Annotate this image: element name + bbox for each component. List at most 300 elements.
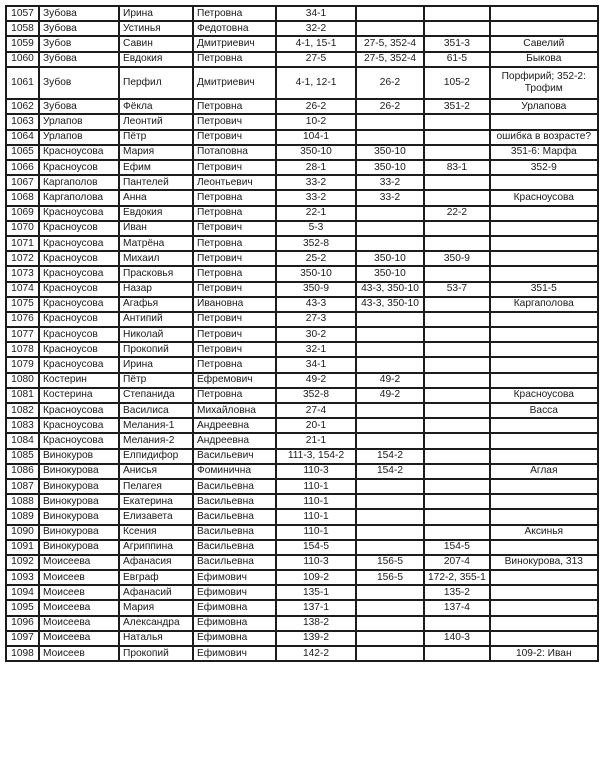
surname-cell: Моисеева	[39, 616, 119, 631]
first-name-cell: Екатерина	[119, 494, 193, 509]
patronymic-cell: Дмитриевич	[193, 36, 276, 51]
patronymic-cell: Васильевна	[193, 479, 276, 494]
patronymic-cell: Петровна	[193, 266, 276, 281]
table-row	[6, 616, 598, 631]
table-row	[6, 555, 598, 570]
first-name-cell: Евграф	[119, 570, 193, 585]
note-cell: 351-5	[490, 282, 598, 297]
reference-2-cell: 27-5, 352-4	[356, 36, 424, 51]
reference-1-cell: 350-10	[276, 145, 356, 160]
surname-cell: Винокурова	[39, 464, 119, 479]
reference-1-cell: 27-3	[276, 312, 356, 327]
reference-3-cell: 135-2	[424, 585, 490, 600]
reference-1-cell: 27-5	[276, 52, 356, 67]
reference-3-cell	[424, 6, 490, 21]
table-row	[6, 130, 598, 145]
table-row	[6, 99, 598, 114]
note-cell: Урлапова	[490, 99, 598, 114]
table-row	[6, 6, 598, 21]
note-cell	[490, 357, 598, 372]
note-cell	[490, 6, 598, 21]
first-name-cell: Назар	[119, 282, 193, 297]
table-row	[6, 418, 598, 433]
reference-2-cell	[356, 327, 424, 342]
note-cell	[490, 342, 598, 357]
table-row	[6, 403, 598, 418]
person-id-cell: 1090	[6, 525, 39, 540]
reference-3-cell	[424, 327, 490, 342]
note-cell: Порфирий; 352-2: Трофим	[490, 67, 598, 100]
table-row	[6, 52, 598, 67]
table-row	[6, 449, 598, 464]
reference-2-cell	[356, 357, 424, 372]
person-id-cell: 1071	[6, 236, 39, 251]
table-row	[6, 373, 598, 388]
note-cell: Винокурова, 313	[490, 555, 598, 570]
person-id-cell: 1096	[6, 616, 39, 631]
person-id-cell: 1082	[6, 403, 39, 418]
person-id-cell: 1073	[6, 266, 39, 281]
surname-cell: Зубова	[39, 21, 119, 36]
surname-cell: Винокурова	[39, 479, 119, 494]
surname-cell: Зубова	[39, 52, 119, 67]
person-id-cell: 1065	[6, 145, 39, 160]
reference-2-cell	[356, 631, 424, 646]
patronymic-cell: Васильевна	[193, 540, 276, 555]
reference-2-cell: 154-2	[356, 464, 424, 479]
person-id-cell: 1064	[6, 130, 39, 145]
surname-cell: Красноусова	[39, 266, 119, 281]
patronymic-cell: Ефимовна	[193, 600, 276, 615]
first-name-cell: Евдокия	[119, 52, 193, 67]
first-name-cell: Устинья	[119, 21, 193, 36]
reference-1-cell: 34-1	[276, 6, 356, 21]
person-id-cell: 1069	[6, 206, 39, 221]
reference-1-cell: 43-3	[276, 297, 356, 312]
reference-3-cell	[424, 357, 490, 372]
table-row	[6, 114, 598, 129]
first-name-cell: Мария	[119, 145, 193, 160]
person-id-cell: 1067	[6, 175, 39, 190]
reference-1-cell: 139-2	[276, 631, 356, 646]
reference-3-cell: 53-7	[424, 282, 490, 297]
first-name-cell: Мария	[119, 600, 193, 615]
first-name-cell: Иван	[119, 221, 193, 236]
note-cell	[490, 327, 598, 342]
note-cell	[490, 175, 598, 190]
reference-2-cell	[356, 418, 424, 433]
note-cell	[490, 631, 598, 646]
first-name-cell: Евдокия	[119, 206, 193, 221]
reference-1-cell: 350-10	[276, 266, 356, 281]
reference-2-cell	[356, 130, 424, 145]
table-row	[6, 175, 598, 190]
reference-2-cell	[356, 114, 424, 129]
reference-1-cell: 104-1	[276, 130, 356, 145]
patronymic-cell: Васильевна	[193, 555, 276, 570]
reference-3-cell: 22-2	[424, 206, 490, 221]
reference-1-cell: 138-2	[276, 616, 356, 631]
reference-3-cell	[424, 21, 490, 36]
person-id-cell: 1093	[6, 570, 39, 585]
note-cell: Аксинья	[490, 525, 598, 540]
person-id-cell: 1063	[6, 114, 39, 129]
surname-cell: Моисеева	[39, 631, 119, 646]
reference-1-cell: 111-3, 154-2	[276, 449, 356, 464]
person-id-cell: 1072	[6, 251, 39, 266]
first-name-cell: Елизавета	[119, 509, 193, 524]
reference-2-cell	[356, 221, 424, 236]
reference-2-cell	[356, 509, 424, 524]
reference-1-cell: 32-2	[276, 21, 356, 36]
patronymic-cell: Петрович	[193, 327, 276, 342]
person-id-cell: 1095	[6, 600, 39, 615]
reference-3-cell	[424, 297, 490, 312]
surname-cell: Красноусов	[39, 282, 119, 297]
patronymic-cell: Дмитриевич	[193, 67, 276, 100]
table-row	[6, 525, 598, 540]
reference-1-cell: 154-5	[276, 540, 356, 555]
reference-2-cell: 26-2	[356, 99, 424, 114]
reference-3-cell	[424, 433, 490, 448]
patronymic-cell: Петровна	[193, 52, 276, 67]
first-name-cell: Пётр	[119, 130, 193, 145]
reference-1-cell: 32-1	[276, 342, 356, 357]
first-name-cell: Мелания-2	[119, 433, 193, 448]
reference-3-cell: 207-4	[424, 555, 490, 570]
reference-1-cell: 4-1, 15-1	[276, 36, 356, 51]
surname-cell: Каргаполов	[39, 175, 119, 190]
reference-2-cell	[356, 646, 424, 661]
reference-1-cell: 4-1, 12-1	[276, 67, 356, 100]
reference-3-cell: 351-2	[424, 99, 490, 114]
genealogy-table-container	[5, 5, 599, 662]
patronymic-cell: Ефимович	[193, 646, 276, 661]
surname-cell: Винокурова	[39, 525, 119, 540]
reference-2-cell	[356, 479, 424, 494]
surname-cell: Костерина	[39, 388, 119, 403]
reference-2-cell: 156-5	[356, 555, 424, 570]
first-name-cell: Анна	[119, 190, 193, 205]
table-row	[6, 342, 598, 357]
person-id-cell: 1080	[6, 373, 39, 388]
reference-2-cell	[356, 21, 424, 36]
reference-3-cell	[424, 145, 490, 160]
note-cell	[490, 479, 598, 494]
surname-cell: Красноусова	[39, 433, 119, 448]
first-name-cell: Михаил	[119, 251, 193, 266]
note-cell	[490, 21, 598, 36]
reference-2-cell: 26-2	[356, 67, 424, 100]
reference-1-cell: 110-3	[276, 555, 356, 570]
person-id-cell: 1088	[6, 494, 39, 509]
table-row	[6, 21, 598, 36]
reference-3-cell: 154-5	[424, 540, 490, 555]
note-cell: 351-6: Марфа	[490, 145, 598, 160]
reference-3-cell	[424, 266, 490, 281]
person-id-cell: 1079	[6, 357, 39, 372]
note-cell: Красноусова	[490, 190, 598, 205]
note-cell	[490, 114, 598, 129]
first-name-cell: Ксения	[119, 525, 193, 540]
first-name-cell: Ирина	[119, 6, 193, 21]
reference-3-cell: 172-2, 355-1	[424, 570, 490, 585]
reference-3-cell: 350-9	[424, 251, 490, 266]
patronymic-cell: Петровна	[193, 206, 276, 221]
surname-cell: Красноусова	[39, 418, 119, 433]
reference-2-cell: 156-5	[356, 570, 424, 585]
reference-2-cell: 33-2	[356, 175, 424, 190]
note-cell: ошибка в возрасте?	[490, 130, 598, 145]
person-id-cell: 1075	[6, 297, 39, 312]
patronymic-cell: Федотовна	[193, 21, 276, 36]
patronymic-cell: Петрович	[193, 160, 276, 175]
table-row	[6, 433, 598, 448]
person-id-cell: 1074	[6, 282, 39, 297]
reference-1-cell: 352-8	[276, 236, 356, 251]
surname-cell: Красноусов	[39, 312, 119, 327]
note-cell	[490, 373, 598, 388]
reference-3-cell	[424, 114, 490, 129]
surname-cell: Моисеева	[39, 600, 119, 615]
first-name-cell: Прасковья	[119, 266, 193, 281]
reference-1-cell: 27-4	[276, 403, 356, 418]
first-name-cell: Агафья	[119, 297, 193, 312]
person-id-cell: 1081	[6, 388, 39, 403]
reference-3-cell	[424, 388, 490, 403]
reference-2-cell	[356, 540, 424, 555]
reference-1-cell: 21-1	[276, 433, 356, 448]
table-row	[6, 221, 598, 236]
note-cell	[490, 266, 598, 281]
reference-1-cell: 26-2	[276, 99, 356, 114]
reference-2-cell: 49-2	[356, 388, 424, 403]
patronymic-cell: Петровна	[193, 6, 276, 21]
reference-3-cell	[424, 525, 490, 540]
first-name-cell: Пелагея	[119, 479, 193, 494]
reference-3-cell	[424, 312, 490, 327]
genealogy-table	[5, 5, 599, 662]
reference-2-cell: 27-5, 352-4	[356, 52, 424, 67]
reference-1-cell: 352-8	[276, 388, 356, 403]
reference-2-cell	[356, 616, 424, 631]
person-id-cell: 1066	[6, 160, 39, 175]
table-row	[6, 570, 598, 585]
table-row	[6, 388, 598, 403]
reference-3-cell	[424, 236, 490, 251]
first-name-cell: Александра	[119, 616, 193, 631]
first-name-cell: Ирина	[119, 357, 193, 372]
reference-1-cell: 110-1	[276, 509, 356, 524]
reference-2-cell	[356, 342, 424, 357]
table-row	[6, 312, 598, 327]
surname-cell: Красноусова	[39, 403, 119, 418]
note-cell	[490, 206, 598, 221]
first-name-cell: Николай	[119, 327, 193, 342]
reference-2-cell: 154-2	[356, 449, 424, 464]
reference-3-cell	[424, 175, 490, 190]
surname-cell: Винокуров	[39, 449, 119, 464]
note-cell	[490, 616, 598, 631]
reference-1-cell: 10-2	[276, 114, 356, 129]
reference-2-cell	[356, 312, 424, 327]
note-cell	[490, 570, 598, 585]
first-name-cell: Степанида	[119, 388, 193, 403]
reference-1-cell: 110-3	[276, 464, 356, 479]
person-id-cell: 1098	[6, 646, 39, 661]
note-cell: Савелий	[490, 36, 598, 51]
reference-2-cell: 350-10	[356, 160, 424, 175]
patronymic-cell: Ефимович	[193, 570, 276, 585]
reference-2-cell	[356, 600, 424, 615]
person-id-cell: 1058	[6, 21, 39, 36]
reference-3-cell	[424, 418, 490, 433]
note-cell	[490, 221, 598, 236]
reference-1-cell: 110-1	[276, 494, 356, 509]
patronymic-cell: Васильевна	[193, 509, 276, 524]
surname-cell: Зубова	[39, 6, 119, 21]
patronymic-cell: Ефремович	[193, 373, 276, 388]
patronymic-cell: Потаповна	[193, 145, 276, 160]
note-cell: Каргаполова	[490, 297, 598, 312]
surname-cell: Красноусова	[39, 145, 119, 160]
patronymic-cell: Петрович	[193, 114, 276, 129]
patronymic-cell: Ефимовна	[193, 631, 276, 646]
reference-2-cell: 350-10	[356, 145, 424, 160]
reference-3-cell	[424, 509, 490, 524]
surname-cell: Костерин	[39, 373, 119, 388]
table-row	[6, 36, 598, 51]
reference-1-cell: 110-1	[276, 479, 356, 494]
reference-3-cell	[424, 449, 490, 464]
first-name-cell: Афанасий	[119, 585, 193, 600]
reference-3-cell: 351-3	[424, 36, 490, 51]
patronymic-cell: Петровна	[193, 99, 276, 114]
table-row	[6, 297, 598, 312]
note-cell	[490, 418, 598, 433]
table-row	[6, 266, 598, 281]
person-id-cell: 1097	[6, 631, 39, 646]
surname-cell: Зубов	[39, 67, 119, 100]
table-row	[6, 540, 598, 555]
reference-1-cell: 34-1	[276, 357, 356, 372]
reference-1-cell: 109-2	[276, 570, 356, 585]
note-cell	[490, 312, 598, 327]
reference-1-cell: 22-1	[276, 206, 356, 221]
reference-1-cell: 30-2	[276, 327, 356, 342]
patronymic-cell: Петрович	[193, 312, 276, 327]
reference-3-cell	[424, 403, 490, 418]
table-row	[6, 251, 598, 266]
reference-3-cell	[424, 342, 490, 357]
note-cell	[490, 540, 598, 555]
person-id-cell: 1068	[6, 190, 39, 205]
surname-cell: Красноусова	[39, 297, 119, 312]
table-row	[6, 585, 598, 600]
table-row	[6, 206, 598, 221]
reference-1-cell: 20-1	[276, 418, 356, 433]
reference-3-cell: 137-4	[424, 600, 490, 615]
surname-cell: Красноусов	[39, 221, 119, 236]
person-id-cell: 1057	[6, 6, 39, 21]
first-name-cell: Савин	[119, 36, 193, 51]
reference-2-cell	[356, 206, 424, 221]
reference-3-cell: 83-1	[424, 160, 490, 175]
reference-1-cell: 49-2	[276, 373, 356, 388]
first-name-cell: Фёкла	[119, 99, 193, 114]
table-row	[6, 67, 598, 100]
first-name-cell: Прокопий	[119, 646, 193, 661]
surname-cell: Моисеев	[39, 646, 119, 661]
reference-2-cell	[356, 6, 424, 21]
patronymic-cell: Ивановна	[193, 297, 276, 312]
surname-cell: Винокурова	[39, 494, 119, 509]
reference-2-cell	[356, 236, 424, 251]
surname-cell: Моисеева	[39, 555, 119, 570]
note-cell	[490, 600, 598, 615]
surname-cell: Красноусов	[39, 160, 119, 175]
patronymic-cell: Петровна	[193, 357, 276, 372]
reference-1-cell: 142-2	[276, 646, 356, 661]
reference-3-cell	[424, 373, 490, 388]
surname-cell: Моисеев	[39, 585, 119, 600]
table-row	[6, 145, 598, 160]
patronymic-cell: Петрович	[193, 251, 276, 266]
note-cell: Быкова	[490, 52, 598, 67]
patronymic-cell: Петрович	[193, 342, 276, 357]
table-row	[6, 631, 598, 646]
patronymic-cell: Васильевич	[193, 449, 276, 464]
reference-3-cell	[424, 190, 490, 205]
note-cell	[490, 449, 598, 464]
reference-1-cell: 33-2	[276, 175, 356, 190]
note-cell	[490, 433, 598, 448]
reference-3-cell	[424, 130, 490, 145]
person-id-cell: 1062	[6, 99, 39, 114]
first-name-cell: Мелания-1	[119, 418, 193, 433]
note-cell: Аглая	[490, 464, 598, 479]
reference-1-cell: 110-1	[276, 525, 356, 540]
surname-cell: Красноусова	[39, 206, 119, 221]
patronymic-cell: Ефимовна	[193, 616, 276, 631]
surname-cell: Каргаполова	[39, 190, 119, 205]
note-cell: Красноусова	[490, 388, 598, 403]
reference-3-cell	[424, 464, 490, 479]
first-name-cell: Агриппина	[119, 540, 193, 555]
reference-1-cell: 137-1	[276, 600, 356, 615]
patronymic-cell: Андреевна	[193, 418, 276, 433]
patronymic-cell: Фоминична	[193, 464, 276, 479]
first-name-cell: Елпидифор	[119, 449, 193, 464]
note-cell	[490, 509, 598, 524]
patronymic-cell: Петрович	[193, 130, 276, 145]
table-row	[6, 646, 598, 661]
reference-1-cell: 33-2	[276, 190, 356, 205]
patronymic-cell: Ефимович	[193, 585, 276, 600]
person-id-cell: 1060	[6, 52, 39, 67]
reference-3-cell: 61-5	[424, 52, 490, 67]
patronymic-cell: Михайловна	[193, 403, 276, 418]
reference-2-cell: 49-2	[356, 373, 424, 388]
reference-3-cell	[424, 494, 490, 509]
person-id-cell: 1078	[6, 342, 39, 357]
reference-1-cell: 135-1	[276, 585, 356, 600]
reference-3-cell	[424, 221, 490, 236]
surname-cell: Моисеев	[39, 570, 119, 585]
person-id-cell: 1086	[6, 464, 39, 479]
reference-2-cell: 43-3, 350-10	[356, 282, 424, 297]
reference-3-cell: 140-3	[424, 631, 490, 646]
